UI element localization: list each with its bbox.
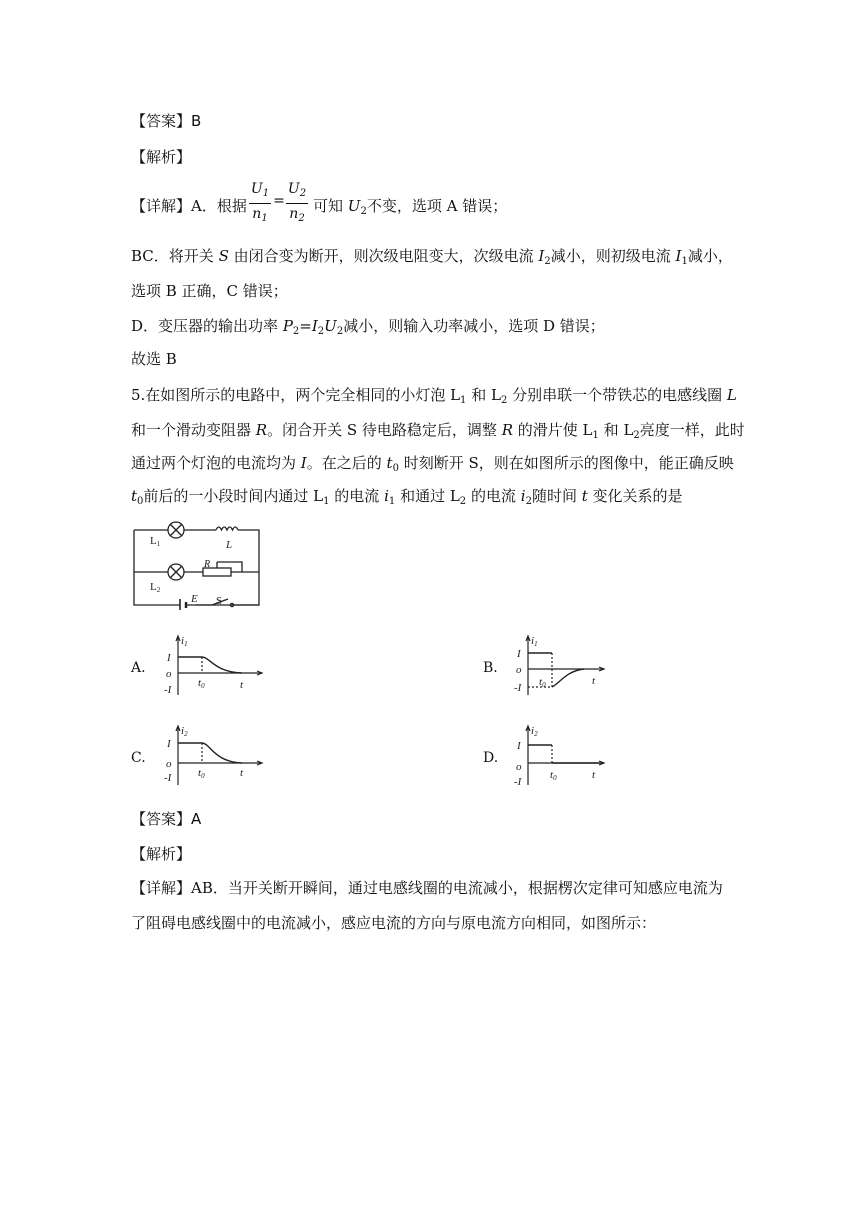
frac1-denominator: $n_1$ xyxy=(252,206,268,224)
q5-line1: 5.在如图所示的电路中，两个完全相同的小灯泡 $L_1$ 和 $L_2$ 分别串联一个带铁芯的电感线圈 L xyxy=(131,386,737,406)
svg-text:t0: t0 xyxy=(550,769,557,782)
svg-text:-I: -I xyxy=(164,772,172,784)
q5-detail-line1: 【详解】AB．当开关断开瞬间，通过电感线圈的电流减小，根据楞次定律可知感应电流为 xyxy=(131,879,723,897)
svg-text:t: t xyxy=(592,675,596,687)
svg-text:o: o xyxy=(166,668,172,680)
option-d-label: D. xyxy=(483,750,499,766)
q5-line2: 和一个滑动变阻器 R。闭合开关 S 待电路稳定后，调整 R 的滑片使 $L_1$ 和 $L_2$亮度一样，此时 xyxy=(131,421,745,441)
svg-text:t0: t0 xyxy=(198,767,205,780)
svg-text:i1: i1 xyxy=(181,635,188,648)
lamp1-label: L1 xyxy=(150,535,161,548)
svg-text:o: o xyxy=(516,664,522,676)
graph-option-b xyxy=(512,633,612,697)
circuit-diagram xyxy=(128,516,268,610)
switch-label: S xyxy=(216,595,223,607)
emf-label: E xyxy=(191,593,198,605)
option-b-label: B. xyxy=(483,660,498,676)
svg-text:I: I xyxy=(517,740,521,752)
frac2-denominator: $n_2$ xyxy=(289,206,305,224)
option-c-label: C. xyxy=(131,750,146,766)
svg-text:t0: t0 xyxy=(539,676,546,689)
q5-line3: 通过两个灯泡的电流均为 I。在之后的 $t_0$ 时刻断开 S，则在如图所示的图像中，能正确反映 xyxy=(131,454,734,474)
graph-option-c xyxy=(162,723,272,787)
detail-a-line xyxy=(131,196,247,216)
q5-detail-line2: 了阻碍电感线圈中的电流减小，感应电流的方向与原电流方向相同，如图所示： xyxy=(131,914,657,932)
equals-sign: = xyxy=(273,193,285,209)
svg-text:i1: i1 xyxy=(531,635,538,648)
svg-text:I: I xyxy=(517,648,521,660)
graph-option-a xyxy=(162,633,272,697)
svg-text:o: o xyxy=(516,761,522,773)
q5-answer-line xyxy=(131,809,201,829)
detail-tag: 【详解】 xyxy=(131,197,192,215)
svg-text:i2: i2 xyxy=(531,725,538,738)
svg-text:-I: -I xyxy=(514,776,522,787)
detail-bc-line1: BC．将开关 S 由闭合变为断开，则次级电阻变大，次级电流 $I_2$减小，则初级电流 $I_1$减小， xyxy=(131,247,733,267)
svg-text:t: t xyxy=(592,769,596,781)
option-a-label: A. xyxy=(131,660,146,676)
conclusion-line: 故选 B xyxy=(131,350,177,368)
analysis-tag: 【解析】 xyxy=(131,148,192,166)
answer-value: B xyxy=(191,112,202,130)
answer-tag: 【答案】 xyxy=(131,112,192,130)
svg-text:I: I xyxy=(167,652,171,664)
q5-analysis-tag: 【解析】 xyxy=(131,845,192,863)
answer-line xyxy=(131,111,201,131)
frac2-numerator: $U_2$ xyxy=(287,181,307,199)
svg-text:-I: -I xyxy=(164,684,172,696)
detail-a-prefix: A．根据 xyxy=(191,197,247,215)
frac1-numerator: $U_1$ xyxy=(250,181,270,199)
q5-detail-tag: 【详解】 xyxy=(131,879,192,897)
graph-option-d xyxy=(512,723,612,787)
inductor-icon xyxy=(216,527,238,530)
svg-text:o: o xyxy=(166,758,172,770)
q5-answer-value: A xyxy=(191,810,202,828)
q5-answer-tag: 【答案】 xyxy=(131,810,192,828)
svg-text:i2: i2 xyxy=(181,725,188,738)
switch-icon xyxy=(196,599,228,605)
svg-text:t0: t0 xyxy=(198,677,205,690)
svg-text:t: t xyxy=(240,767,244,779)
detail-bc-line2: 选项 B 正确，C 错误； xyxy=(131,282,288,300)
detail-a-rest: 可知 $U_2$不变，选项 A 错误； xyxy=(313,197,508,217)
q5-line4: $t_0$前后的一小段时间内通过 $L_1$ 的电流 $i_1$ 和通过 $L_2$ 的电流 $i_2$随时间 t 变化关系的是 xyxy=(131,487,683,507)
svg-text:I: I xyxy=(167,738,171,750)
inductor-label: L xyxy=(226,539,233,551)
resistor-label: R xyxy=(204,559,211,570)
detail-d-line: D．变压器的输出功率 $P_2=I_2U_2$减小，则输入功率减小，选项 D 错误； xyxy=(131,317,605,337)
svg-text:-I: -I xyxy=(514,682,522,694)
lamp2-label: L2 xyxy=(150,581,161,594)
svg-text:t: t xyxy=(240,679,244,691)
